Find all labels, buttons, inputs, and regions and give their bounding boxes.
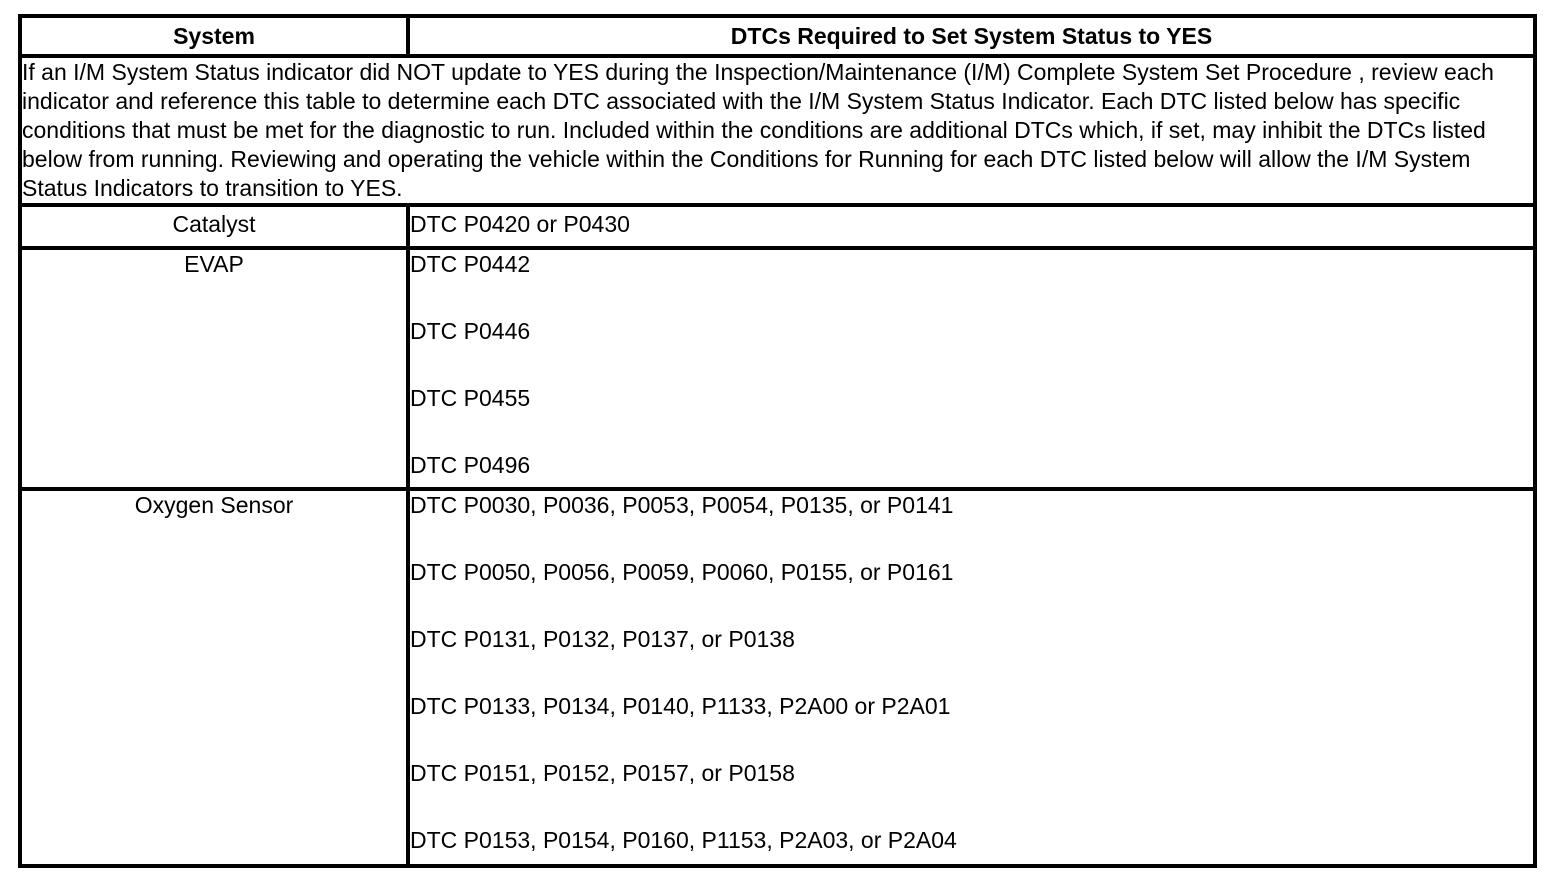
header-dtcs-required: DTCs Required to Set System Status to YES [408, 16, 1535, 56]
dtc-entry: DTC P0420 or P0430 [410, 211, 630, 237]
table-row [20, 248, 1535, 489]
table-row [20, 205, 1535, 248]
dtc-entry: DTC P0050, P0056, P0059, P0060, P0155, or P0161 [410, 559, 954, 585]
system-cell-evap: EVAP [20, 248, 408, 489]
dtc-entry: DTC P0131, P0132, P0137, or P0138 [410, 626, 795, 652]
dtc-entry: DTC P0153, P0154, P0160, P1153, P2A03, or P2A04 [410, 827, 957, 853]
dtc-entry: DTC P0446 [410, 318, 531, 344]
system-cell-oxygen-sensor: Oxygen Sensor [20, 489, 408, 866]
table-row [20, 489, 1535, 866]
header-system: System [20, 16, 408, 56]
dtc-entry: DTC P0151, P0152, P0157, or P0158 [410, 760, 795, 786]
dtc-entry: DTC P0455 [410, 385, 531, 411]
dtc-entry: DTC P0496 [410, 452, 531, 478]
table-header-row [20, 16, 1535, 56]
dtc-cell-oxygen-sensor [408, 489, 1535, 866]
dtc-system-status-table [18, 14, 1537, 868]
system-cell-catalyst: Catalyst [20, 205, 408, 248]
dtc-entry: DTC P0133, P0134, P0140, P1133, P2A00 or P2A01 [410, 693, 951, 719]
intro-row [20, 56, 1535, 205]
dtc-entry: DTC P0030, P0036, P0053, P0054, P0135, or P0141 [410, 492, 954, 518]
dtc-cell-catalyst [408, 205, 1535, 248]
dtc-cell-evap [408, 248, 1535, 489]
intro-text: If an I/M System Status indicator did NOT update to YES during the Inspection/Maintenance (I/M) Complete System Set Procedure , review each indicator and reference this table to determine each DTC associated with the I/M System Status Indicator. Each DTC listed below has specific conditions that must be met for the diagnostic to run. Included within the conditions are additional DTCs which, if set, may inhibit the DTCs listed below from running. Reviewing and operating the vehicle within the Conditions for Running for each DTC listed below will allow the I/M System Status Indicators to transition to YES. [20, 56, 1535, 205]
dtc-entry: DTC P0442 [410, 251, 531, 277]
